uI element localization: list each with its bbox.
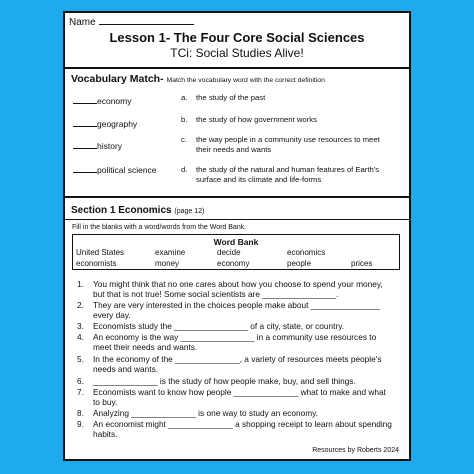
word-bank-word: economy <box>217 259 250 268</box>
definition-text: the way people in a community use resources to meet their needs and wants <box>196 135 380 154</box>
word-bank-word: economists <box>76 259 117 268</box>
definition-letter: d. <box>181 165 188 174</box>
word-bank-word: examine <box>155 248 186 257</box>
definition-text: the study of the natural and human features of Earth's surface and its climate and life-forms <box>196 165 380 184</box>
definition-letter: c. <box>181 135 187 144</box>
word-bank-title: Word Bank <box>213 237 259 247</box>
answer-blank[interactable] <box>73 142 97 149</box>
definition-item <box>181 135 396 155</box>
word-bank <box>72 234 400 270</box>
question-item <box>77 408 395 418</box>
question-text: Economists study the ________________ of a city, state, or country. <box>93 321 345 331</box>
answer-blank[interactable] <box>73 97 97 104</box>
word-bank-word: United States <box>76 248 125 257</box>
question-number: 3. <box>77 321 84 331</box>
question-text: In the economy of the ______________, a variety of resources meets people's needs and wants. <box>93 354 382 375</box>
vocab-term <box>73 141 122 151</box>
answer-blank[interactable] <box>73 166 97 173</box>
term-label: geography <box>97 119 138 129</box>
name-label: Name <box>69 17 96 28</box>
question-text: You might think that no one cares about how you choose to spend your money, but that is not true! Some social scientists are ________________. <box>93 279 383 300</box>
question-number: 6. <box>77 376 84 386</box>
definition-item <box>181 165 396 185</box>
vocab-instruction: Match the vocabulary word with the correct definition <box>166 77 325 84</box>
question-item <box>77 354 395 374</box>
question-number: 7. <box>77 387 84 397</box>
question-number: 1. <box>77 279 84 289</box>
question-item <box>77 279 395 299</box>
term-label: history <box>97 141 123 151</box>
section-title-text: Section 1 Economics <box>71 205 172 216</box>
vocab-title: Vocabulary Match- <box>71 73 164 85</box>
worksheet-header <box>65 13 409 69</box>
question-item <box>77 332 395 352</box>
definition-text: the study of the past <box>196 93 266 102</box>
name-blank[interactable] <box>99 16 194 25</box>
word-bank-word: economics <box>287 248 326 257</box>
question-number: 9. <box>77 419 84 429</box>
section-title <box>71 205 204 216</box>
question-text: ______________ is the study of how people make, buy, and sell things. <box>93 376 356 386</box>
question-number: 5. <box>77 354 84 364</box>
question-number: 4. <box>77 332 84 342</box>
definition-item <box>181 115 396 125</box>
word-bank-word: prices <box>351 259 373 268</box>
term-label: political science <box>97 165 157 175</box>
definition-item <box>181 93 396 103</box>
question-number: 2. <box>77 300 84 310</box>
word-bank-word: people <box>287 259 312 268</box>
worksheet <box>63 11 411 461</box>
section-divider <box>65 219 409 220</box>
vocab-term <box>73 96 132 106</box>
question-text: Economists want to know how people ______________ what to make and what to buy. <box>93 387 386 408</box>
term-label: economy <box>97 96 132 106</box>
question-item <box>77 376 395 386</box>
question-text: They are very interested in the choices people make about _______________ every day. <box>93 300 380 321</box>
answer-blank[interactable] <box>73 120 97 127</box>
fill-instruction: Fill in the blanks with a word/words from the Word Bank. <box>72 224 247 231</box>
definition-letter: a. <box>181 93 188 102</box>
vocabulary-section <box>65 69 409 198</box>
vocab-term <box>73 165 157 175</box>
question-text: An economy is the way ________________ in a community use resources to meet their needs and wants. <box>93 332 377 353</box>
name-field[interactable] <box>69 16 194 28</box>
question-text: Analyzing ______________ is one way to study an economy. <box>93 408 318 418</box>
question-item <box>77 321 395 331</box>
vocab-term <box>73 119 137 129</box>
question-text: An economist might ______________ a shopping receipt to learn about spending habits. <box>93 419 392 440</box>
question-item <box>77 387 395 407</box>
question-item <box>77 300 395 320</box>
word-bank-word: money <box>155 259 180 268</box>
question-item <box>77 419 395 439</box>
word-bank-word: decide <box>217 248 241 257</box>
footer-credit: Resources by Roberts 2024 <box>312 447 399 454</box>
definition-letter: b. <box>181 115 188 124</box>
lesson-title: Lesson 1- The Four Core Social Sciences <box>109 30 365 45</box>
lesson-subtitle: TCi: Social Studies Alive! <box>170 46 304 60</box>
section-page: (page 12) <box>174 208 205 215</box>
vocab-heading <box>71 73 325 85</box>
question-number: 8. <box>77 408 84 418</box>
definition-text: the study of how government works <box>196 115 317 124</box>
